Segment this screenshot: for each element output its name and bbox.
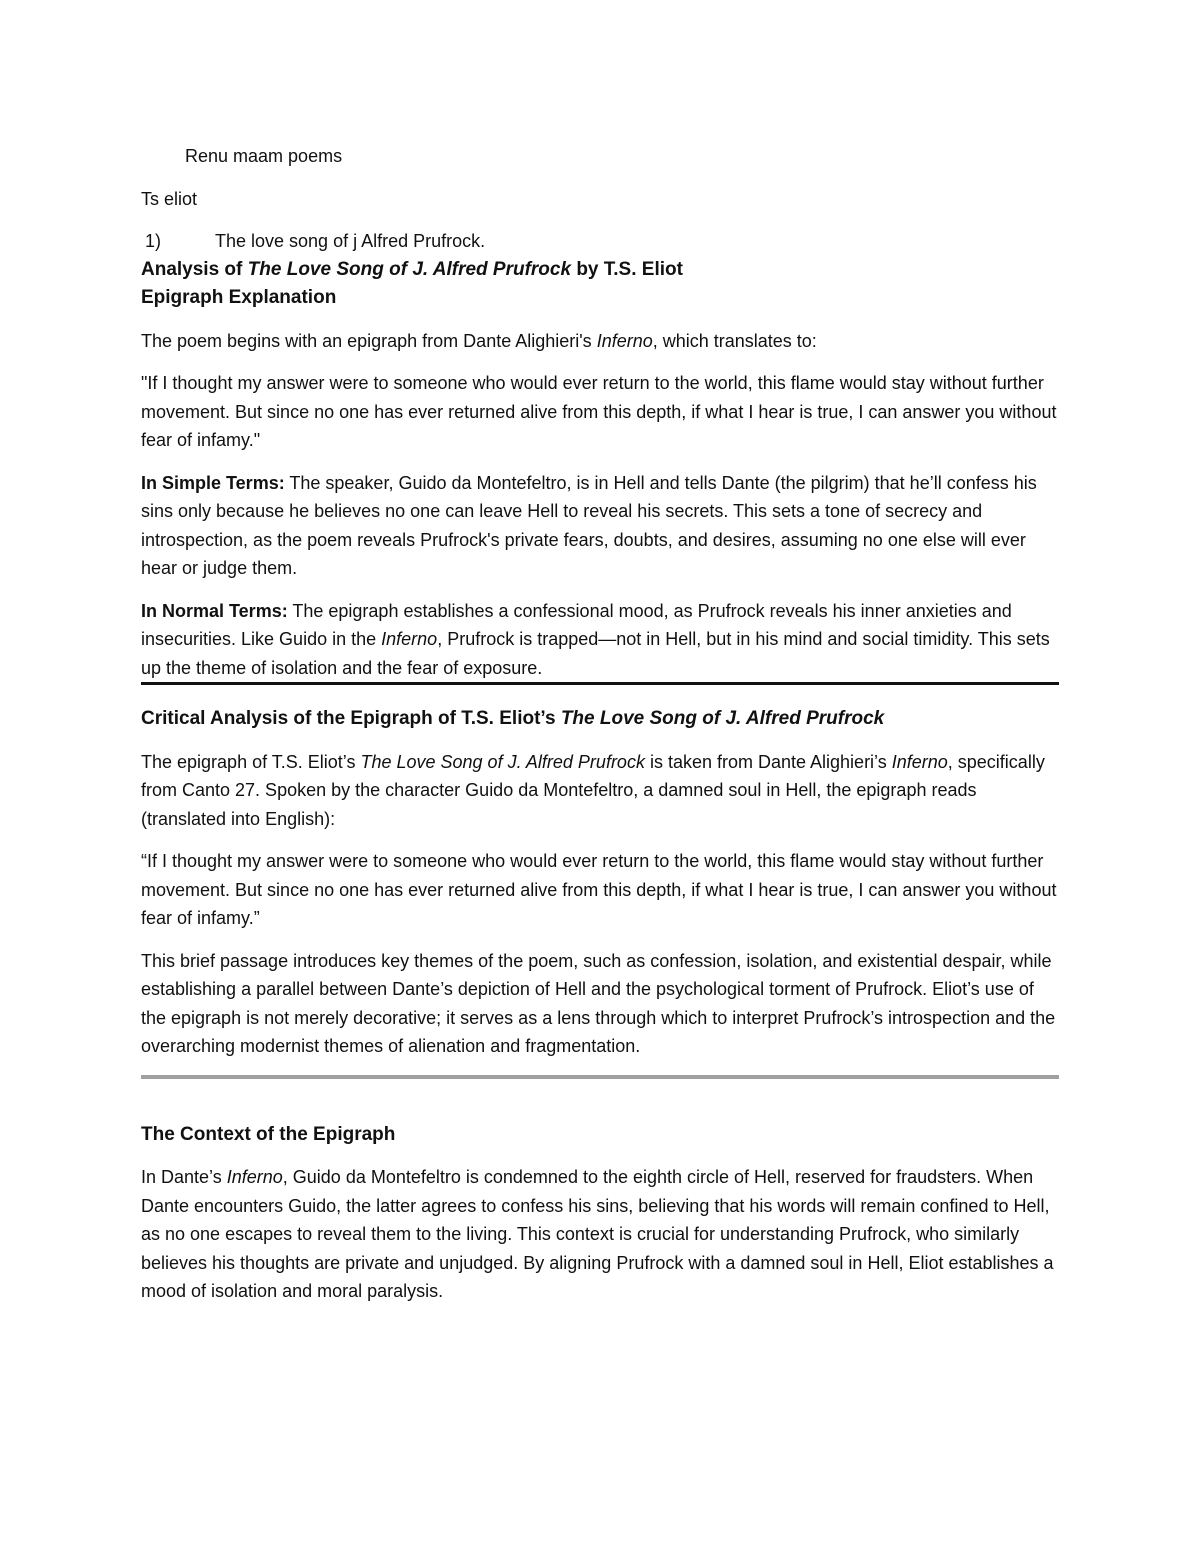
critical-p1-title: The Love Song of J. Alfred Prufrock [360,751,645,772]
normal-terms-paragraph [141,597,1059,683]
analysis-heading-title: The Love Song of J. Alfred Prufrock [247,258,572,280]
critical-p1-inferno: Inferno [891,751,948,772]
analysis-heading [141,256,1059,285]
normal-terms-text-pre: The epigraph establishes a confessional mood, as Prufrock reveals his inner anxieties and insecurities. Like Guido in the [141,600,1012,649]
epigraph-explanation-heading: Epigraph Explanation [141,287,337,308]
analysis-heading-pre: Analysis of [141,258,248,280]
critical-analysis-heading [141,705,1059,734]
critical-heading-title: The Love Song of J. Alfred Prufrock [560,708,885,729]
list-number: 1) [145,231,162,251]
list-item-text: The love song of j Alfred Prufrock. [215,231,486,251]
author-line: Ts eliot [141,188,198,209]
simple-terms-paragraph [141,469,1059,583]
critical-paragraph-3: This brief passage introduces key themes of the poem, such as confession, isolation, and existential despair, while establishing a parallel between Dante’s depiction of Hell and the psychological torment of Prufrock. Eliot’s use of the epigraph is not merely decorative; it serves as a lens through which to interpret Prufrock’s introspection and the overarching modernist themes of alienation and fragmentation. [141,950,1056,1056]
normal-terms-label: In Normal Terms: [141,600,288,621]
normal-terms-italic: Inferno [381,629,438,649]
analysis-heading-post: by T.S. Eliot [571,258,683,280]
epigraph-intro [141,327,1059,356]
list-item [141,227,1059,256]
critical-quote: “If I thought my answer were to someone who would ever return to the world, this flame would stay without further movement. But since no one has ever returned alive from this depth, if what I hear is true, I can answer you without fear of infamy.” [141,851,1057,928]
epigraph-quote: "If I thought my answer were to someone who would ever return to the world, this flame would stay without further movement. But since no one has ever returned alive from this depth, if what I hear is true, I can answer you without fear of infamy." [141,373,1057,450]
context-p-italic: Inferno [226,1167,283,1187]
epigraph-intro-pre: The poem begins with an epigraph from Dante Alighieri's [141,330,597,351]
critical-heading-pre: Critical Analysis of the Epigraph of T.S. Eliot’s [141,708,561,729]
critical-paragraph-1 [141,748,1059,834]
title-line: Renu maam poems [185,146,343,166]
context-p-pre: In Dante’s [141,1167,227,1187]
critical-p1-e: , specifically from Canto 27. Spoken by the character Guido da Montefeltro, a damned soul in Hell, the epigraph reads (translated into English): [141,751,1045,829]
context-p-post: , Guido da Montefeltro is condemned to the eighth circle of Hell, reserved for fraudsters. When Dante encounters Guido, the latter agrees to confess his sins, believing that his words will remain confined to Hell, as no one escapes to reveal them to the living. This context is crucial for understanding Prufrock, who similarly believes his thoughts are private and unjudged. By aligning Prufrock with a damned soul in Hell, Eliot establishes a mood of isolation and moral paralysis. [141,1167,1054,1301]
normal-terms-text-post: , Prufrock is trapped—not in Hell, but in his mind and social timidity. This sets up the theme of isolation and the fear of exposure. [141,629,1050,678]
epigraph-intro-post: , which translates to: [652,330,817,351]
context-paragraph [141,1163,1059,1306]
document-page [141,142,1059,1306]
context-heading: The Context of the Epigraph [141,1123,396,1145]
critical-p1-c: is taken from Dante Alighieri’s [644,751,892,772]
section-divider [141,682,1059,685]
simple-terms-label: In Simple Terms: [141,472,285,493]
critical-p1-a: The epigraph of T.S. Eliot’s [141,751,361,772]
epigraph-intro-italic: Inferno [596,330,653,351]
section-divider-gray [141,1075,1059,1079]
simple-terms-text: The speaker, Guido da Montefeltro, is in Hell and tells Dante (the pilgrim) that he’ll confess his sins only because he believes no one can leave Hell to reveal his secrets. This sets a tone of secrecy and introspection, as the poem reveals Prufrock's private fears, doubts, and desires, assuming no one else will ever hear or judge them. [141,472,1037,578]
